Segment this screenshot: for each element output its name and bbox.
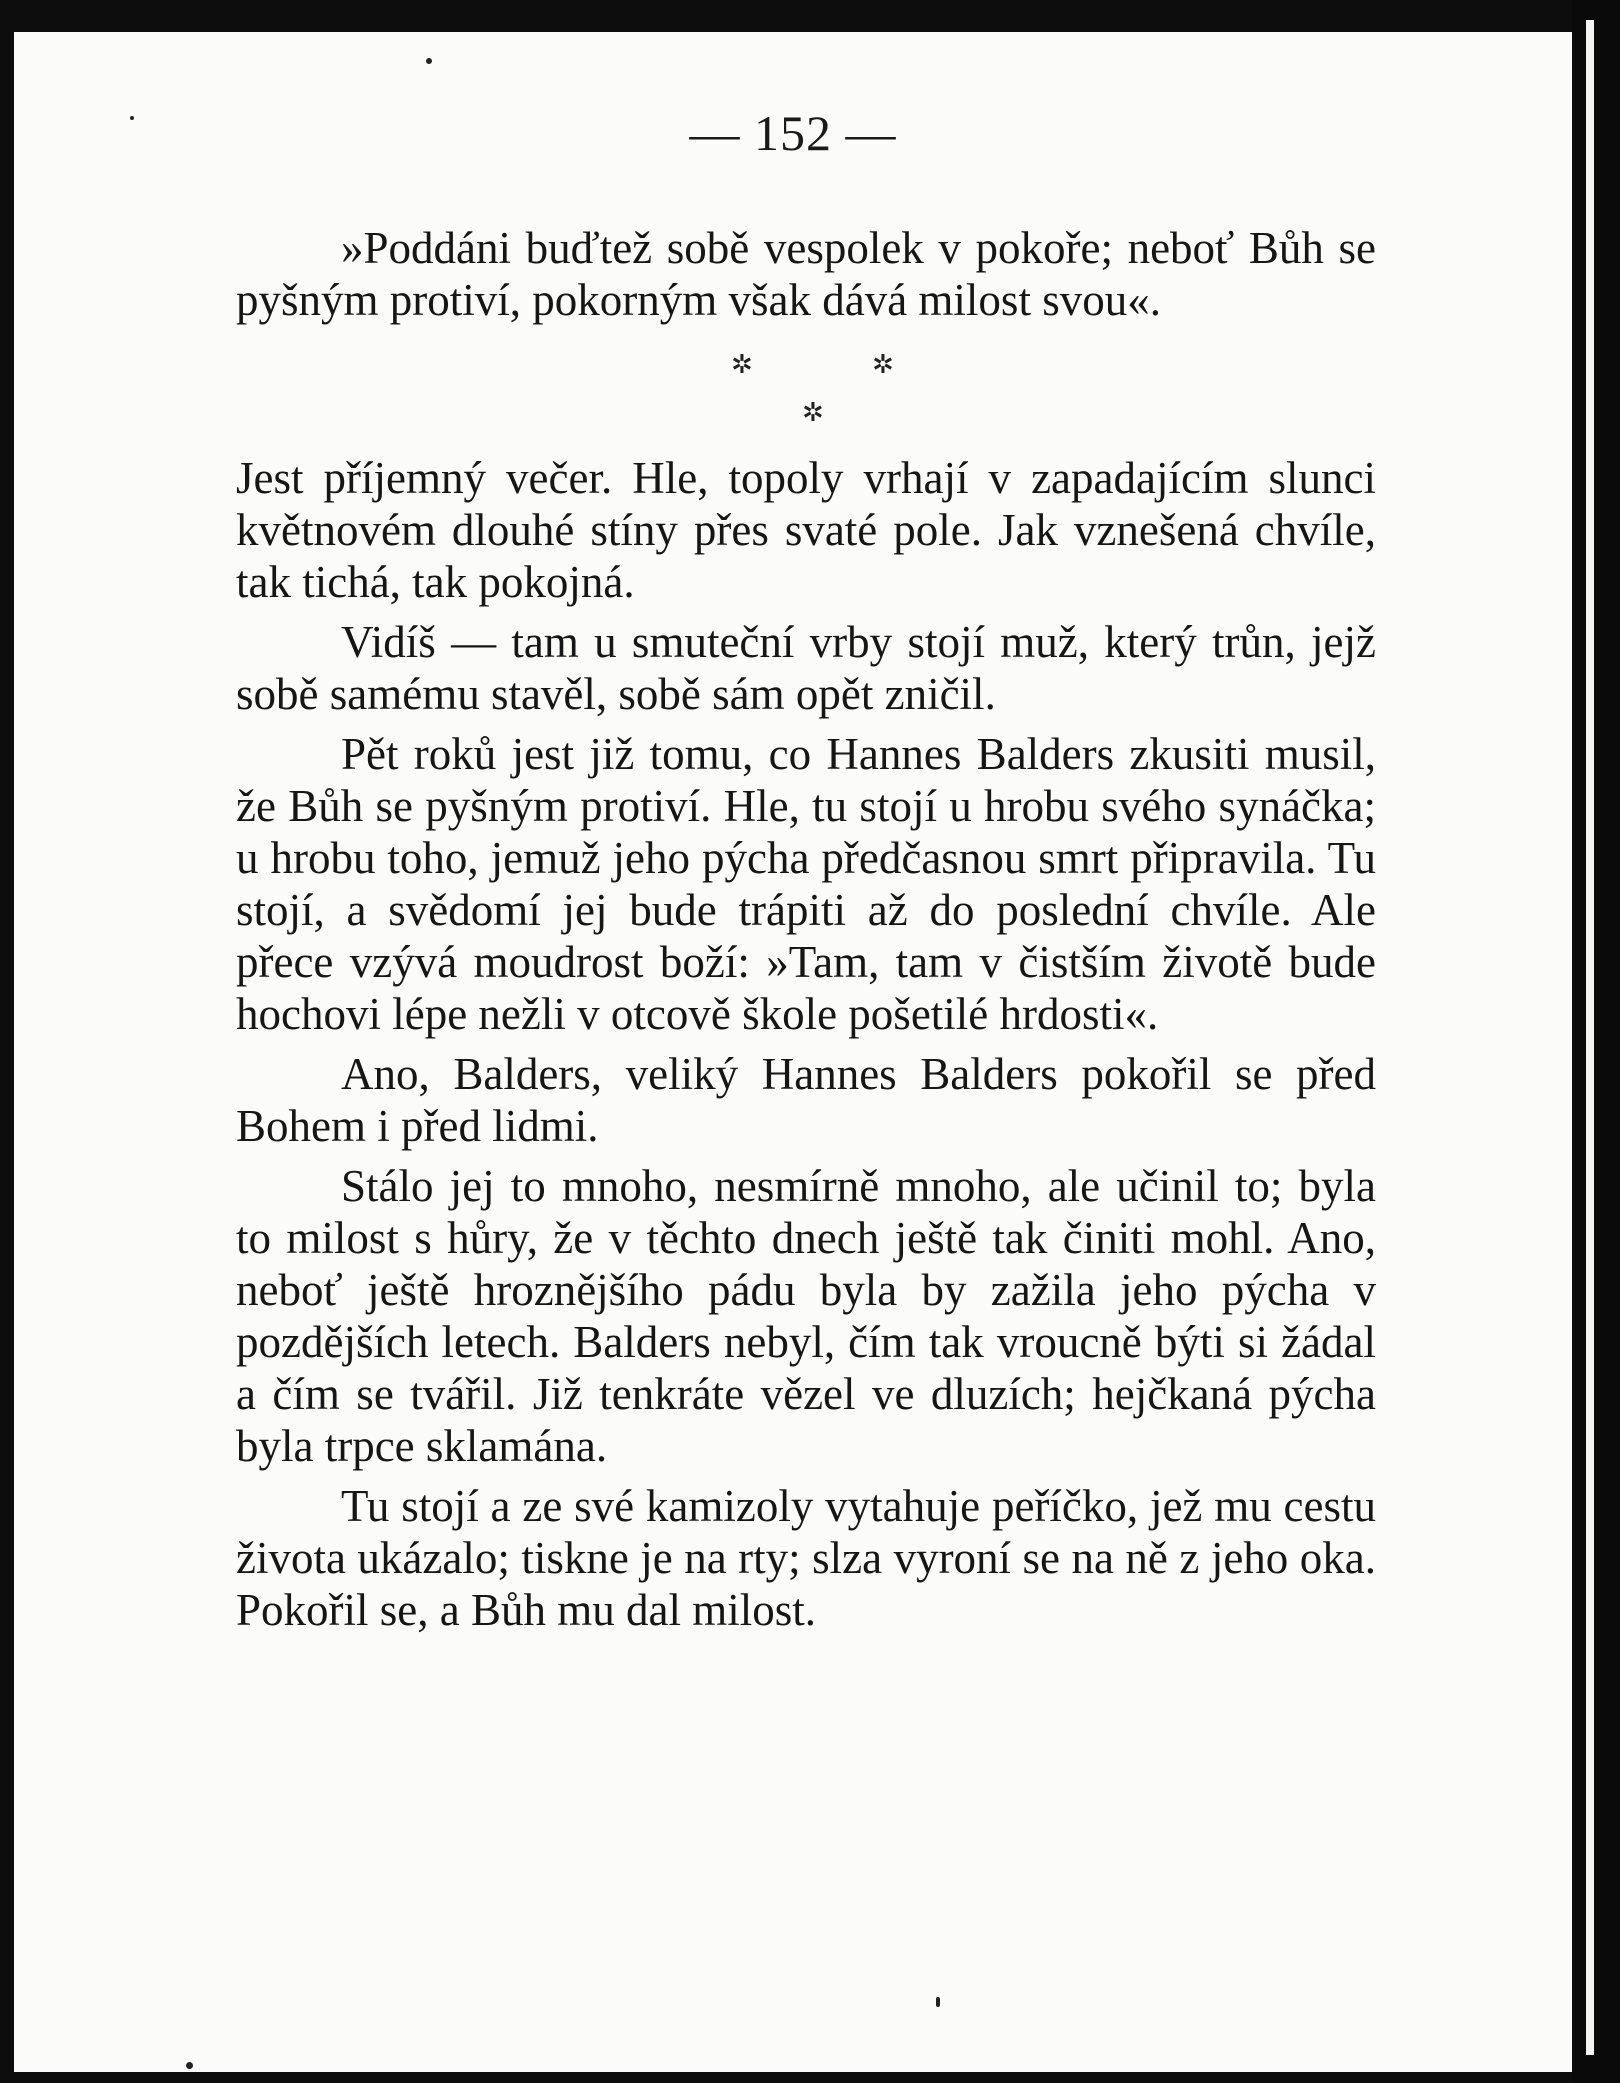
paragraph: Stálo jej to mnoho, nesmírně mnoho, ale učinil to; byla to milost s hůry, že v těchto dnech ještě tak činiti mohl. Ano, neboť ještě hroznějšího pádu byla by zažila jeho pýcha v pozdějších letech. Balders nebyl, čím tak vroucně býti si žádal a čím se tvářil. Již tenkráte vězel ve dluzích; hejčkaná pýcha byla trpce sklamána. [236,1161,1376,1471]
scan-edge-dark [1572,0,1620,2083]
paragraph: Vidíš — tam u smuteční vrby stojí muž, který trůn, jejž sobě samému stavěl, sobě sám opět zničil. [236,617,1376,719]
paragraph: Tu stojí a ze své kamizoly vytahuje peříčko, jež mu cestu života ukázalo; tiskne je na rty; slza vyroní se na ně z jeho oka. Pokořil se, a Bůh mu dal milost. [236,1481,1376,1635]
scan-speck [426,58,432,64]
scan-edge-light-strip [1586,20,1594,2055]
paragraph: Jest příjemný večer. Hle, topoly vrhají v zapadajícím slunci květnovém dlouhé stíny přes svaté pole. Jak vznešená chvíle, tak tichá, tak pokojná. [236,453,1376,607]
paragraph: Pět roků jest již tomu, co Hannes Balders zkusiti musil, že Bůh se pyšným protiví. Hle, tu stojí u hrobu svého synáčka; u hrobu toho, jemuž jeho pýcha předčasnou smrt připravila. Tu stojí, a svědomí jej bude trápiti až do poslední chvíle. Ale přece vzývá moudrost boží: »Tam, tam v čistším životě bude hochovi lépe nežli v otcově škole pošetilé hrdosti«. [236,729,1376,1039]
section-separator [236,340,1376,440]
body-text [236,222,1376,1636]
asterism-star: ✲ [731,350,753,380]
paragraph: Ano, Balders, veliký Hannes Balders pokořil se před Bohem i před lidmi. [236,1049,1376,1151]
asterism-star: ✲ [872,350,894,380]
page-number: — 152 — [689,105,897,161]
asterism-star: ✲ [802,398,824,428]
scan-speck [936,1997,940,2007]
paragraph-quote: »Poddáni buďtež sobě vespolek v pokoře; neboť Bůh se pyšným protiví, pokorným však dává milost svou«. [236,223,1376,325]
book-page [14,32,1572,2072]
scan-speck [186,2062,193,2069]
